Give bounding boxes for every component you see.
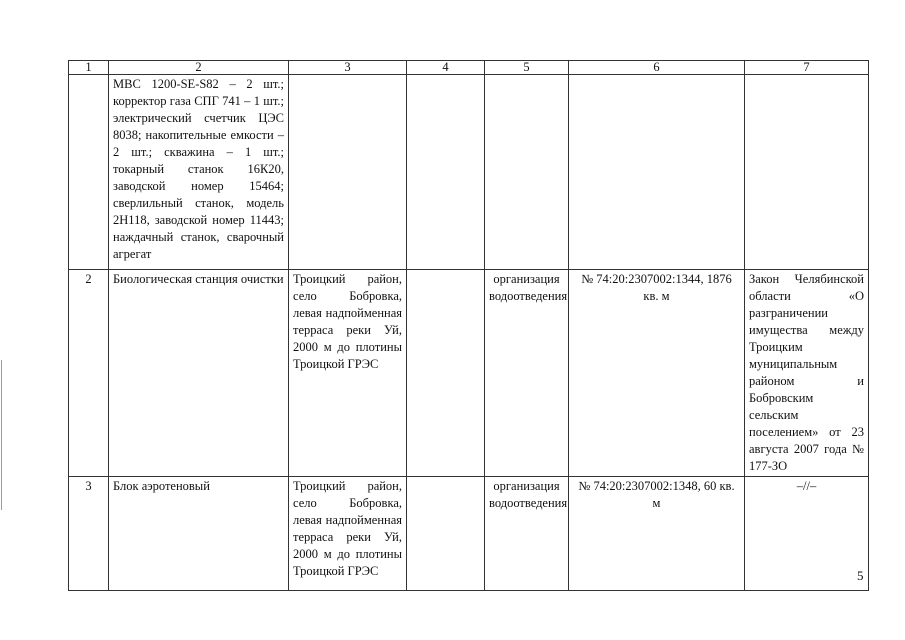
object-purpose: организация водоотведения [485,477,569,591]
cadastre-number: № 74:20:2307002:1344, 1876 кв. м [569,270,745,477]
object-name: Биологическая станция очистки [109,270,289,477]
property-table [68,60,869,591]
header-cell: 6 [569,61,745,75]
table-row [69,75,869,270]
object-location: Троицкий район, село Бобровка, левая надпойменная терраса реки Уй, 2000 м до плотины Троицкой ГРЭС [289,477,407,591]
column-4-cell [407,75,485,270]
row-number [69,75,109,270]
row-number: 2 [69,270,109,477]
page-number: 5 [857,568,864,583]
object-location [289,75,407,270]
legal-basis: Закон Челябинской области «О разграничении имущества между Троицким муниципальным районом и Бобровским сельским поселением» от 23 августа 2007 года № 177-ЗО [745,270,869,477]
object-purpose: организация водоотведения [485,270,569,477]
object-name: Блок аэротеновый [109,477,289,591]
page-edge-line [1,360,2,510]
table-row [69,477,869,591]
table-row [69,270,869,477]
legal-basis: –//– [745,477,869,591]
legal-basis [745,75,869,270]
object-location: Троицкий район, село Бобровка, левая надпойменная терраса реки Уй, 2000 м до плотины Троицкой ГРЭС [289,270,407,477]
header-cell: 4 [407,61,485,75]
column-4-cell [407,270,485,477]
row-number: 3 [69,477,109,591]
cadastre-number [569,75,745,270]
column-4-cell [407,477,485,591]
object-name: МВС 1200-SE-S82 – 2 шт.; корректор газа СПГ 741 – 1 шт.; электрический счетчик ЦЭС 8038; накопительные емкости – 2 шт.; скважина – 1 шт.; токарный станок 16К20, заводской номер 15464; сверлильный станок, модель 2Н118, заводской номер 11443; наждачный станок, сварочный агрегат [109,75,289,270]
header-row [69,61,869,75]
header-cell: 3 [289,61,407,75]
header-cell: 2 [109,61,289,75]
cadastre-number: № 74:20:2307002:1348, 60 кв. м [569,477,745,591]
header-cell: 1 [69,61,109,75]
header-cell: 7 [745,61,869,75]
object-purpose [485,75,569,270]
header-cell: 5 [485,61,569,75]
